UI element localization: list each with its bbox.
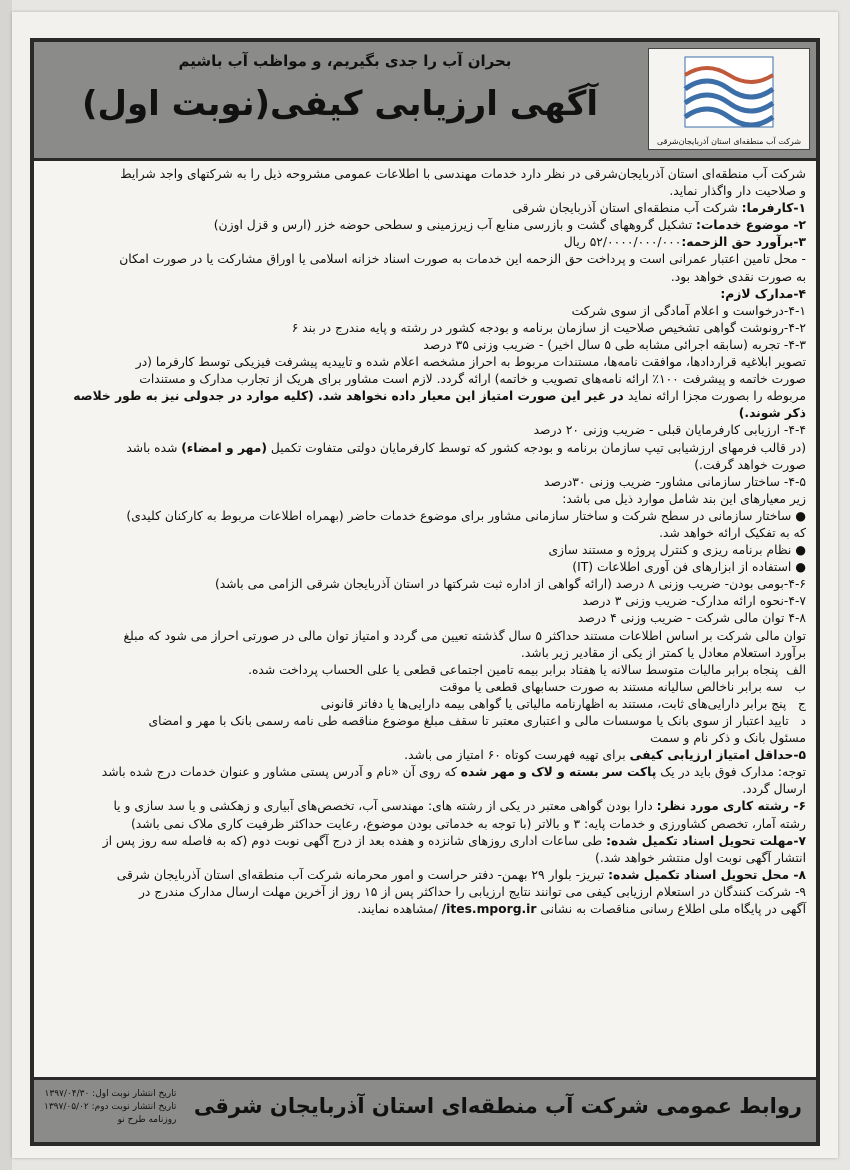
bullet-item	[44, 542, 806, 559]
item-4-8: ۴-۸ توان مالی شرکت - ضریب وزنی ۴ درصد	[577, 611, 806, 626]
note-text-a: توجه: مدارک فوق باید در یک	[656, 765, 806, 780]
item-fee-estimate	[44, 234, 806, 251]
item-label: ۷-مهلت تحویل اسناد تکمیل شده:	[606, 833, 806, 848]
advertisement-body	[44, 166, 806, 918]
item-4-5: ۴-۵- ساختار سازمانی مشاور- ضریب وزنی ۳۰درصد	[543, 474, 806, 489]
item-4-1: ۴-۱-درخواست و اعلام آمادگی از سوی شرکت	[571, 303, 806, 318]
item-4-4-desc: صورت خواهد گرفت.)	[694, 457, 806, 472]
item-results: ۹- شرکت کنندگان در استعلام ارزیابی کیفی می توانند نتایج ارزیابی را حداکثر پس از ۱۵ روز از آخرین مهلت ارسال مدارک مندرج در	[138, 884, 806, 899]
item-deadline-cont: انتشار آگهی نوبت اول منتشر خواهد شد.)	[595, 850, 806, 865]
financial-letter: ب	[794, 679, 806, 694]
funding-line: - محل تامین اعتبار عمرانی است و پرداخت حق الزحمه این خدمات به صورت اسناد خزانه اسلامی یا اوراق مشارکت یا در صورت امکان	[119, 252, 806, 267]
item-text: برای تهیه فهرست کوتاه ۶۰ امتیاز می باشد.	[404, 748, 630, 763]
newspaper-name: روزنامه طرح نو	[117, 1115, 177, 1125]
item-4-4-desc-a: (در قالب فرمهای ارزشیابی تیپ سازمان برنامه و بودجه کشور که توسط کارفرمایان دولتی متفاوت تکمیل	[266, 440, 806, 455]
advertisement-footer	[34, 1077, 816, 1142]
financial-item	[44, 679, 806, 696]
item-text: دارا بودن گواهی معتبر در یکی از رشته های: مهندسی آب، تخصص‌های آبیاری و زهکشی و یا سد سازی و یا	[113, 799, 657, 814]
item-4-3-bold-cont: ذکر شوند.)	[738, 406, 806, 421]
financial-item-cont: مسئول بانک و ذکر نام و سمت	[650, 731, 806, 746]
financial-text: پنج برابر دارایی‌های ثابت، مستند به اظهارنامه مالیاتی یا گواهی بیمه دارایی‌ها یا دفاتر قانونی	[320, 696, 787, 711]
financial-item	[44, 696, 806, 713]
bullet-item	[44, 508, 806, 525]
advertisement-frame	[30, 38, 820, 1146]
note-bold: پاکت سر بسته و لاک و مهر شده	[460, 765, 657, 780]
financial-item	[44, 713, 806, 730]
item-required-docs: ۴-مدارک لازم:	[720, 286, 806, 301]
website-link[interactable]: ites.mporg.ir/	[441, 902, 537, 917]
bullet-text: نظام برنامه ریزی و کنترل پروژه و مستند سازی	[548, 543, 792, 558]
slogan: بحران آب را جدی بگیریم، و مواظب آب باشیم	[178, 52, 512, 70]
financial-letter: الف	[786, 662, 806, 677]
item-4-7: ۴-۷-نحوه ارائه مدارک- ضریب وزنی ۳ درصد	[582, 594, 806, 609]
item-text: طی ساعات اداری روزهای شانزده و هفده بعد از درج آگهی نوبت دوم (که به فاصله سه روز پس از	[102, 833, 607, 848]
item-4-3: ۴-۳- تجربه (سابقه اجرائی مشابه طی ۵ سال اخیر) - ضریب وزنی ۳۵ درصد	[423, 337, 806, 352]
note-text-c: که روی آن «نام و آدرس پستی مشاور و عنوان خدمات درج شده باشد	[101, 765, 461, 780]
item-text: تشکیل گروههای گشت و بازرسی منابع آب زیرزمینی و سطحی حوضه خزر (ارس و قزل اوزن)	[213, 218, 697, 233]
item-results-cont	[44, 901, 806, 918]
financial-text: پنجاه برابر مالیات متوسط سالانه یا هفتاد برابر بیمه تامین اجتماعی قطعی یا علی الحساب پرداخت شده.	[248, 662, 779, 677]
publication-date-second: تاریخ انتشار نوبت دوم: ۱۳۹۷/۰۵/۰۲	[44, 1102, 177, 1112]
item-4-2: ۴-۲-رونوشت گواهی تشخیص صلاحیت از سازمان برنامه و بودجه کشور در رشته و پایه مندرج در بند ۶	[291, 320, 806, 335]
item-label: ۶- رشته کاری مورد نظر:	[656, 799, 806, 814]
water-wave-logo-icon	[649, 49, 809, 133]
financial-text: تایید اعتبار از سوی بانک یا موسسات مالی و اعتباری معتبر تا سقف مبلغ موضوع مناقصه طی نامه رسمی بانک با مهر و امضای	[148, 714, 789, 728]
item-4-4-desc-c: شده باشد	[126, 440, 182, 455]
item-results-text-b: /مشاهده نمایند.	[357, 902, 442, 917]
public-relations-title: روابط عمومی شرکت آب منطقه‌ای استان آذربایجان شرقی	[193, 1094, 802, 1118]
note-line	[44, 764, 806, 781]
item-4-4-desc	[44, 440, 806, 457]
advertisement-header	[34, 42, 816, 161]
item-deadline	[44, 833, 806, 850]
financial-text: سه برابر ناخالص سالیانه مستند به صورت حسابهای قطعی یا موقت	[439, 679, 783, 694]
item-field-cont: رشته آمار، تخصص کشاورزی و خدمات پایه: ۳ و بالاتر (با توجه به خدماتی بودن موضوع، رعایت حداکثر ظرفیت کاری ملاک نمی باشد)	[131, 816, 806, 831]
financial-line: توان مالی شرکت بر اساس اطلاعات مستند حداکثر ۵ سال گذشته تعیین می گردد و امتیاز توان مالی در صورتی احراز می شود که مبلغ	[123, 628, 806, 643]
item-label: ۲- موضوع خدمات:	[696, 218, 806, 233]
item-4-3-desc: تصویر ابلاغیه قراردادها، موافقت نامه‌ها، مستندات مربوط به احراز مشخصه اعلام شده و تاییدیه پیشرفت فیزیکی توسط کارفرما (در	[135, 355, 806, 370]
item-delivery-place	[44, 867, 806, 884]
item-4-3-desc: صورت خاتمه و پیشرفت ۱۰۰٪ ارائه نامه‌های تصویب و خاتمه) ارائه گردد. لازم است مشاور برای هریک از تجارب مدارک و مستندات	[139, 372, 806, 387]
financial-item	[44, 662, 806, 679]
item-4-4: ۴-۴- ارزیابی کارفرمایان قبلی - ضریب وزنی ۲۰ درصد	[533, 423, 806, 438]
scan-edge	[0, 0, 12, 1170]
item-employer	[44, 200, 806, 217]
intro-line: و صلاحیت دار واگذار نماید.	[669, 184, 806, 199]
item-4-5-sub: زیر معیارهای این بند شامل موارد ذیل می باشد:	[562, 491, 806, 506]
item-label: ۱-کارفرما:	[741, 201, 806, 216]
publication-date-first: تاریخ انتشار نوبت اول: ۱۳۹۷/۰۴/۳۰	[44, 1089, 177, 1099]
item-text: ۵۲/۰۰۰۰/۰۰۰/۰۰۰ ریال	[563, 235, 682, 250]
company-logo	[648, 48, 810, 150]
advertisement-title: آگهی ارزیابی کیفی(نوبت اول)	[81, 84, 598, 124]
bullet-text: ساختار سازمانی در سطح شرکت و ساختار سازمانی مشاور برای موضوع خدمات حاضر (بهمراه اطلاعات مربوط به کارکنان کلیدی)	[126, 508, 792, 523]
bullet-dot-icon: ●	[791, 560, 806, 575]
bullet-item	[44, 559, 806, 576]
intro-line: شرکت آب منطقه‌ای استان آذربایجان‌شرقی در نظر دارد خدمات مهندسی با اطلاعات عمومی مشروحه ذیل را به شرکتهای واجد شرایط	[120, 167, 806, 181]
bullet-dot-icon: ●	[791, 508, 806, 523]
item-4-3-desc	[44, 388, 806, 405]
item-4-3-desc-text: مربوطه را بصورت مجزا ارائه نماید	[627, 389, 806, 404]
item-results-text-a: آگهی در پایگاه ملی اطلاع رسانی مناقصات به نشانی	[536, 902, 806, 917]
item-service-subject	[44, 217, 806, 234]
note-line: ارسال گردد.	[742, 782, 806, 797]
bullet-item-cont: که به تفکیک ارائه خواهد شد.	[659, 525, 806, 540]
publication-dates	[44, 1088, 176, 1127]
item-label: ۳-برآورد حق الزحمه:	[681, 235, 806, 250]
funding-line: به صورت نقدی خواهد بود.	[670, 269, 806, 284]
item-text: شرکت آب منطقه‌ای استان آذربایجان شرقی	[512, 201, 742, 216]
financial-letter: ج	[798, 696, 806, 711]
item-4-3-bold: در غیر این صورت امتیاز این معیار داده نخواهد شد. (کلیه موارد در جدولی نیز به طور خلاصه	[73, 389, 628, 404]
item-field	[44, 798, 806, 815]
item-text: تبریز- بلوار ۲۹ بهمن- دفتر حراست و امور محرمانه شرکت آب منطقه‌ای استان آذربایجان شرقی	[116, 867, 609, 882]
newspaper-page	[12, 12, 838, 1158]
item-min-score	[44, 747, 806, 764]
logo-caption: شرکت آب منطقه‌ای استان آذربایجان‌شرقی	[656, 137, 802, 146]
item-4-4-desc-bold: (مهر و امضاء)	[181, 440, 267, 455]
item-label: ۸- محل تحویل اسناد تکمیل شده:	[608, 867, 806, 882]
item-label: ۵-حداقل امتیاز ارزیابی کیفی	[629, 748, 806, 763]
financial-line: برآورد استعلام معادل یا کمتر از یکی از مقادیر زیر باشد.	[520, 645, 806, 660]
bullet-dot-icon: ●	[791, 543, 806, 558]
item-4-6: ۴-۶-بومی بودن- ضریب وزنی ۸ درصد (ارائه گواهی از اداره ثبت شرکتها در استان آذربایجان شرقی الزامی می باشد)	[215, 577, 806, 592]
financial-letter: د	[800, 714, 806, 728]
bullet-text: استفاده از ابزارهای فن آوری اطلاعات (IT)	[572, 560, 792, 575]
